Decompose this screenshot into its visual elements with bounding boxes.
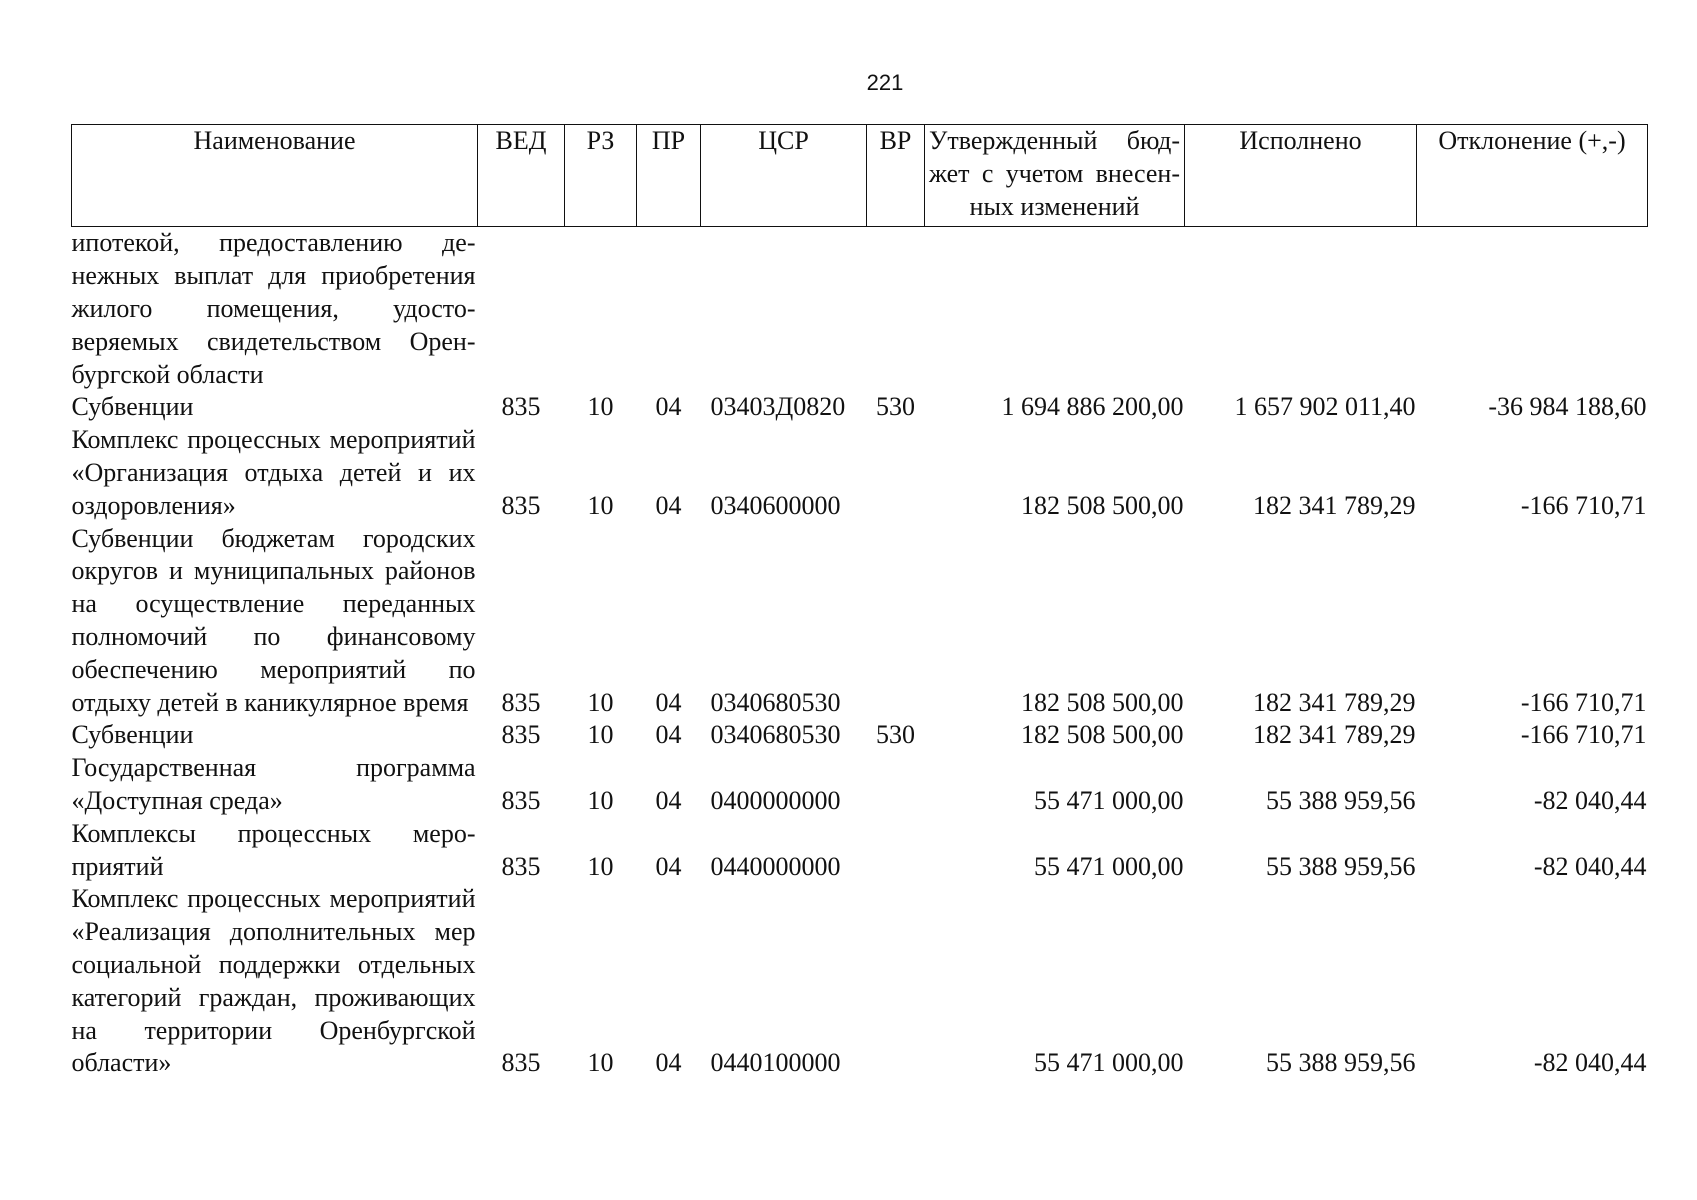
cell-ved [478, 227, 565, 391]
cell-name: Государственная программа «Доступная среда» [71, 753, 476, 815]
cell-approved: 55 471 000,00 [1034, 1048, 1184, 1078]
cell-executed: 55 388 959,56 [1266, 851, 1416, 881]
cell-ved: 835 [501, 720, 541, 750]
cell-csr: 0340680530 [710, 687, 841, 717]
cell-executed [1185, 227, 1417, 391]
cell-deviation: -82 040,44 [1533, 851, 1647, 881]
cell-ved: 835 [501, 687, 541, 717]
cell-deviation: -82 040,44 [1533, 1048, 1647, 1078]
cell-ved: 835 [501, 490, 541, 520]
table-header-row [72, 125, 1648, 227]
cell-approved: 55 471 000,00 [1034, 851, 1184, 881]
cell-executed: 182 341 789,29 [1253, 490, 1416, 520]
table-row [72, 752, 1648, 818]
header-vr: ВР [867, 125, 925, 227]
cell-executed: 55 388 959,56 [1266, 1048, 1416, 1078]
cell-rz: 10 [587, 720, 614, 750]
cell-executed: 182 341 789,29 [1253, 687, 1416, 717]
cell-name: Субвенции [71, 720, 194, 750]
cell-deviation: -166 710,71 [1520, 490, 1647, 520]
table-row [72, 391, 1648, 424]
cell-pr: 04 [655, 851, 682, 881]
cell-vr: 530 [876, 720, 915, 750]
cell-deviation: -166 710,71 [1520, 720, 1647, 750]
cell-deviation: -166 710,71 [1520, 687, 1647, 717]
cell-vr [867, 523, 925, 720]
header-deviation: Отклонение (+,-) [1417, 125, 1648, 227]
cell-name: ипотекой, предоставлению денежных выплат для приобретения жилого помещения, удостоверяемых свидетельством Оренбургской области [71, 228, 476, 389]
cell-pr: 04 [655, 785, 682, 815]
cell-rz: 10 [587, 785, 614, 815]
cell-rz: 10 [587, 1048, 614, 1078]
cell-vr: 530 [876, 392, 915, 422]
cell-approved: 1 694 886 200,00 [1001, 392, 1184, 422]
table-row [72, 818, 1648, 884]
cell-vr [867, 752, 925, 818]
cell-name: Субвенции [71, 392, 194, 422]
header-ved: ВЕД [478, 125, 565, 227]
cell-ved: 835 [501, 785, 541, 815]
cell-csr: 0340600000 [710, 490, 841, 520]
cell-executed: 182 341 789,29 [1253, 720, 1416, 750]
cell-name: Субвенции бюджетам городских округов и муниципальных районов на осуществление переданных полномочий по финансовому обеспечению мероприятий по отдыху детей в каникулярное время [71, 523, 476, 717]
cell-name: Комплекс процессных мероприятий «Реализация дополнительных мер социальной поддержки отдельных категорий граждан, проживающих на территории Оренбургской области» [71, 884, 476, 1078]
page-number: 221 [866, 70, 904, 95]
cell-rz: 10 [587, 851, 614, 881]
cell-vr [867, 818, 925, 884]
cell-deviation [1417, 227, 1648, 391]
cell-name: Комплекс процессных мероприятий «Организация отдыха детей и их оздоровления» [71, 425, 476, 520]
header-executed: Исполнено [1185, 125, 1417, 227]
cell-csr: 0340680530 [710, 720, 841, 750]
cell-executed: 55 388 959,56 [1266, 785, 1416, 815]
cell-approved: 182 508 500,00 [1021, 687, 1184, 717]
table-row [72, 719, 1648, 752]
cell-ved: 835 [501, 1048, 541, 1078]
header-approved-budget: Утвержденный бюджет с учетом внесенных изменений [925, 125, 1185, 227]
budget-table [71, 124, 1648, 1080]
cell-pr: 04 [655, 687, 682, 717]
cell-vr [867, 227, 925, 391]
cell-pr: 04 [655, 392, 682, 422]
cell-pr: 04 [655, 1048, 682, 1078]
cell-rz [565, 227, 637, 391]
cell-csr [701, 227, 867, 391]
header-csr: ЦСР [701, 125, 867, 227]
cell-rz: 10 [587, 490, 614, 520]
cell-ved: 835 [501, 851, 541, 881]
header-pr: ПР [637, 125, 701, 227]
table-row [72, 424, 1648, 522]
cell-pr [637, 227, 701, 391]
table-row [72, 227, 1648, 391]
cell-executed: 1 657 902 011,40 [1234, 392, 1416, 422]
cell-csr: 0400000000 [710, 785, 841, 815]
cell-name: Комплексы процессных мероприятий [71, 818, 476, 881]
cell-csr: 0440000000 [710, 851, 841, 881]
cell-deviation: -82 040,44 [1533, 785, 1647, 815]
cell-approved [925, 227, 1185, 391]
table-row [72, 883, 1648, 1080]
cell-ved: 835 [501, 392, 541, 422]
cell-deviation: -36 984 188,60 [1488, 392, 1647, 422]
cell-rz: 10 [587, 687, 614, 717]
cell-pr: 04 [655, 490, 682, 520]
cell-approved: 182 508 500,00 [1021, 720, 1184, 750]
cell-rz: 10 [587, 392, 614, 422]
cell-approved: 182 508 500,00 [1021, 490, 1184, 520]
cell-approved: 55 471 000,00 [1034, 785, 1184, 815]
header-name: Наименование [72, 125, 478, 227]
header-rz: РЗ [565, 125, 637, 227]
cell-vr [867, 883, 925, 1080]
cell-pr: 04 [655, 720, 682, 750]
cell-vr [867, 424, 925, 522]
cell-csr: 0440100000 [710, 1048, 841, 1078]
table-row [72, 523, 1648, 720]
cell-csr: 03403Д0820 [710, 392, 846, 422]
